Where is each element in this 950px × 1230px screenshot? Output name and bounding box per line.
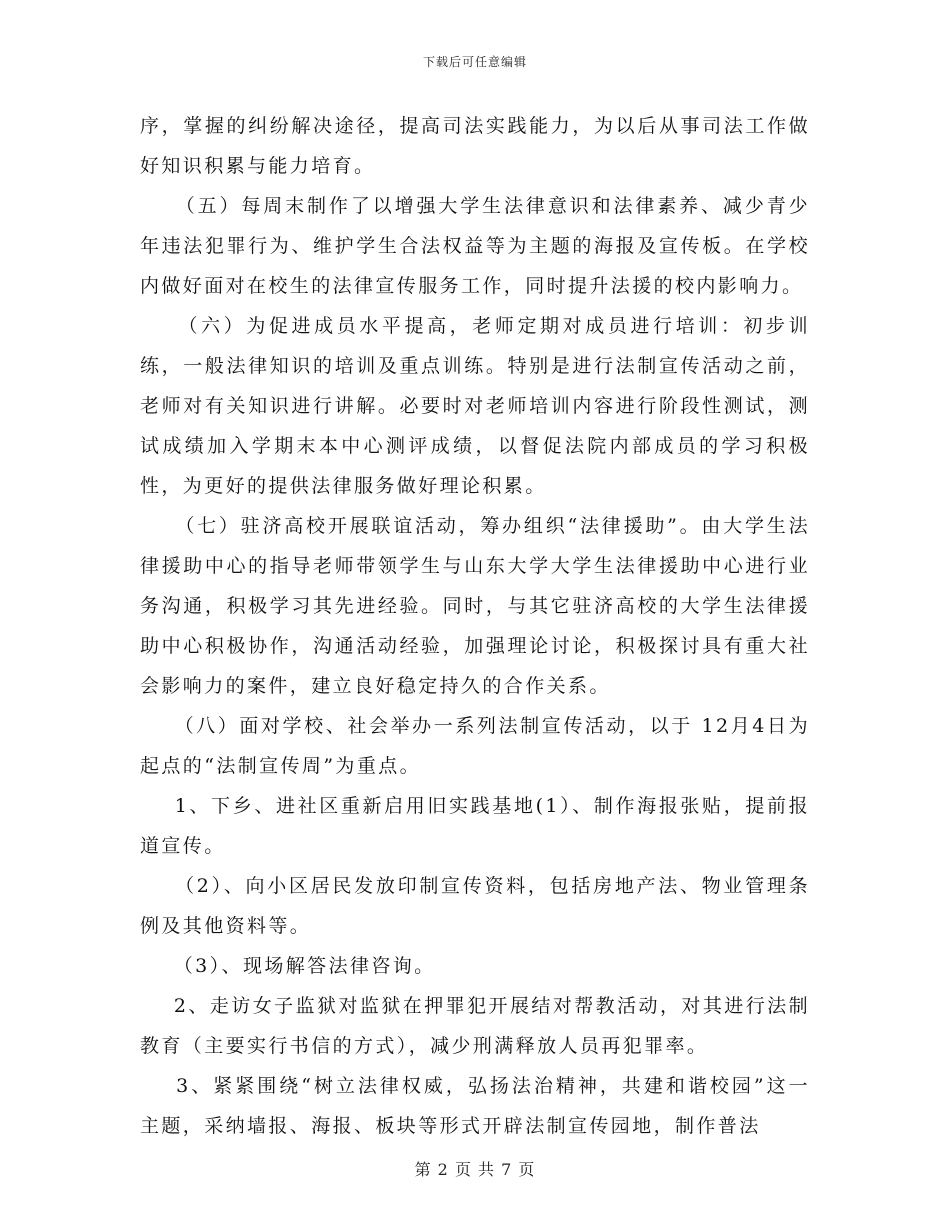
page-number-footer: 第 2 页 共 7 页 <box>414 1160 536 1179</box>
paragraph-subitem-1-3: （3）、现场解答法律咨询。 <box>140 955 436 977</box>
paragraph-subitem-1: 1、下乡、进社区重新启用旧实践基地(1）、制作海报张贴，提前报道宣传。 <box>140 795 810 857</box>
paragraph-item-6: （六）为促进成员水平提高，老师定期对成员进行培训：初步训练，一般法律知识的培训及重点训练。特别是进行法制宣传活动之前，老师对有关知识进行讲解。必要时对老师培训内容进行阶段性测试，测试成绩加入学期末本中心测评成绩，以督促法院内部成员的学习积极性，为更好的提供法律服务做好理论积累。 <box>140 315 811 497</box>
paragraph-item-7: （七）驻济高校开展联谊活动，筹办组织“法律援助”。由大学生法律援助中心的指导老师带领学生与山东大学大学生法律援助中心进行业务沟通，积极学习其先进经验。同时，与其它驻济高校的大学生法律援助中心积极协作，沟通活动经验，加强理论讨论，积极探讨具有重大社会影响力的案件，建立良好稳定持久的合作关系。 <box>140 515 810 697</box>
paragraph-subitem-3: 3、紧紧围绕“树立法律权威，弘扬法治精神，共建和谐校园”这一主题，采纳墙报、海报、板块等形式开辟法制宣传园地，制作普法 <box>140 1075 810 1137</box>
document-body <box>140 106 810 1146</box>
paragraph-item-8: （八）面对学校、社会举办一系列法制宣传活动，以于 12月4日为起点的“法制宣传周”为重点。 <box>140 715 810 777</box>
paragraph-item-5: （五）每周末制作了以增强大学生法律意识和法律素养、减少青少年违法犯罪行为、维护学生合法权益等为主题的海报及宣传板。在学校内做好面对在校生的法律宣传服务工作，同时提升法援的校内影响力。 <box>140 195 810 297</box>
paragraph-continuation: 序，掌握的纠纷解决途径，提高司法实践能力，为以后从事司法工作做好知识积累与能力培育。 <box>140 115 810 177</box>
paragraph-subitem-1-2: （2）、向小区居民发放印制宣传资料，包括房地产法、物业管理条例及其他资料等。 <box>140 875 811 937</box>
paragraph-subitem-2: 2、走访女子监狱对监狱在押罪犯开展结对帮教活动，对其进行法制教育（主要实行书信的方式），减少刑满释放人员再犯罪率。 <box>140 995 810 1057</box>
page-header-note: 下载后可任意编辑 <box>422 55 527 69</box>
